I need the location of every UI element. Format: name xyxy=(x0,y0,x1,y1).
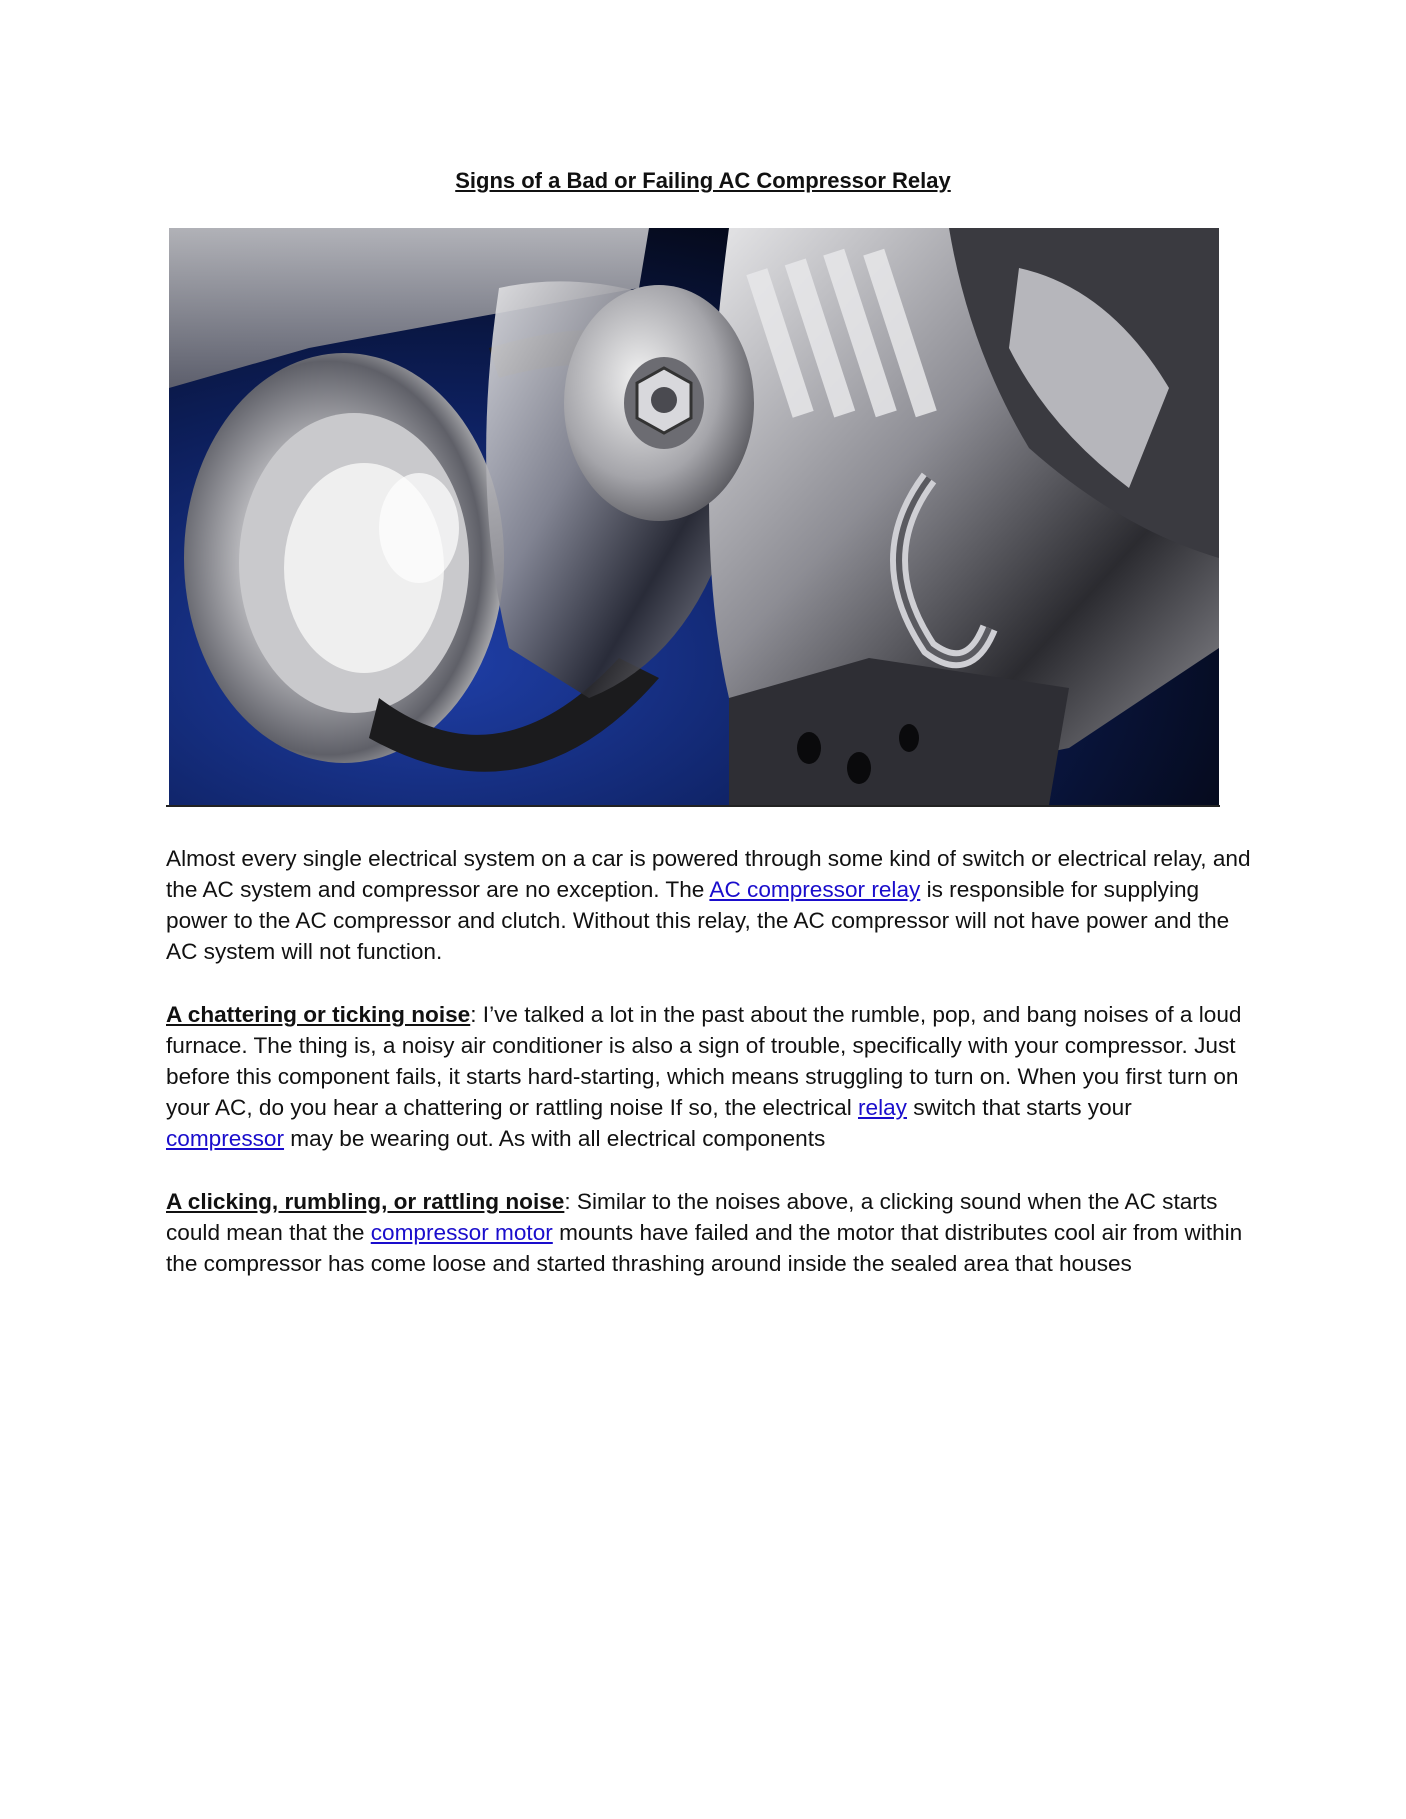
chattering-noise-heading: A chattering or ticking noise xyxy=(166,1002,471,1027)
compressor-illustration xyxy=(169,228,1219,805)
relay-link[interactable]: relay xyxy=(858,1095,907,1120)
intro-text-1: Almost every single electrical system on a car is powered through some kind of switch or electrical relay, and the AC system and compressor are no exception. The xyxy=(166,846,1251,902)
compressor-link[interactable]: compressor xyxy=(166,1126,285,1151)
image-bottom-rule xyxy=(166,805,1220,807)
compressor-motor-link[interactable]: compressor motor xyxy=(370,1220,553,1245)
page-title: Signs of a Bad or Failing AC Compressor Relay xyxy=(455,168,951,193)
clicking-noise-heading: A clicking, rumbling, or rattling noise xyxy=(166,1189,565,1214)
intro-text-2: is responsible for supplying power to the AC compressor and clutch. Without this relay, the AC compressor will not have power and the AC system will not function. xyxy=(166,877,1230,964)
chattering-text-1: : I’ve talked a lot in the past about the rumble, pop, and bang noises of a loud furnace. The thing is, a noisy air conditioner is also a sign of trouble, specifically with your compressor. Just before this component fails, it starts hard-starting, which means struggling to turn on. When you first turn on your AC, do you hear a chattering or rattling noise If so, the electrical xyxy=(166,1002,1242,1120)
chattering-text-2: switch that starts your xyxy=(906,1095,1132,1120)
compressor-photo xyxy=(169,228,1219,805)
intro-paragraph xyxy=(166,843,1256,967)
clicking-text-1: : Similar to the noises above, a clicking sound when the AC starts could mean that the xyxy=(166,1189,1218,1245)
chattering-noise-paragraph xyxy=(166,999,1256,1154)
ac-compressor-relay-link[interactable]: AC compressor relay xyxy=(709,877,921,902)
clicking-noise-paragraph xyxy=(166,1186,1256,1279)
chattering-text-3: may be wearing out. As with all electrical components xyxy=(284,1126,826,1151)
clicking-text-2: mounts have failed and the motor that distributes cool air from within the compressor has come loose and started thrashing around inside the sealed area that houses xyxy=(166,1220,1243,1276)
